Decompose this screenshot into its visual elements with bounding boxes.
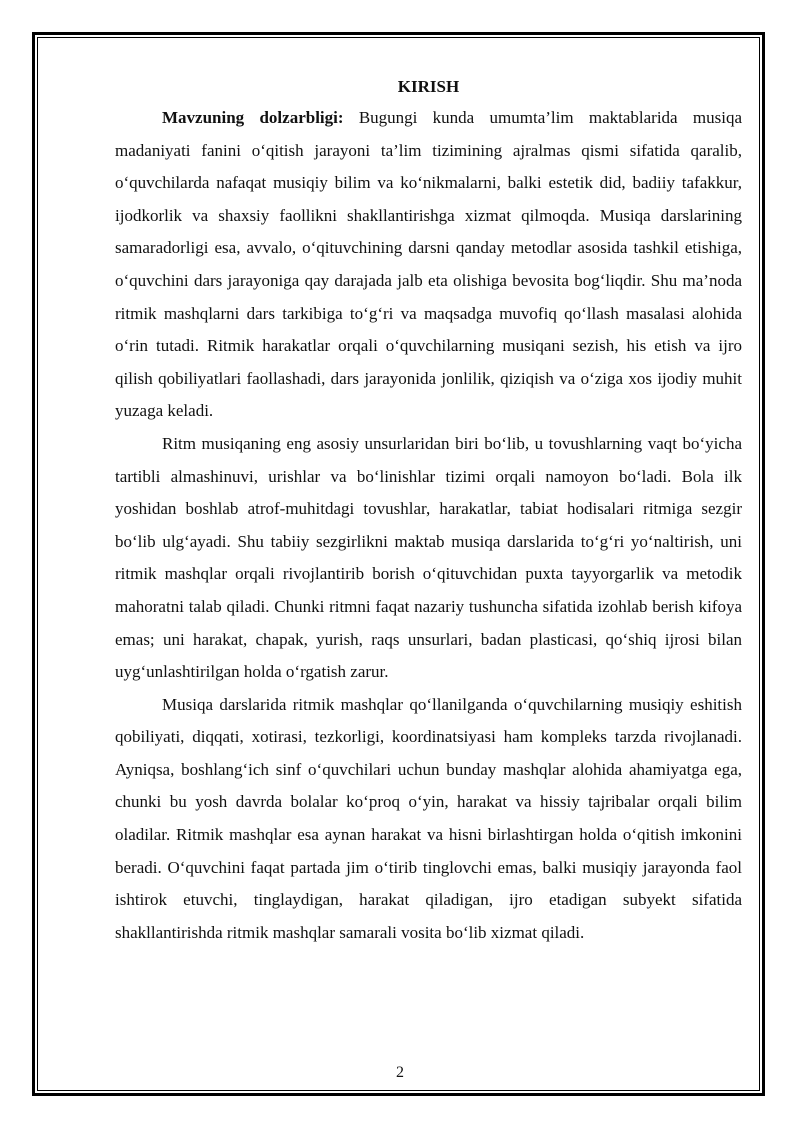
section-heading: KIRISH <box>397 77 460 96</box>
page-number: 2 <box>396 1064 404 1081</box>
page-content <box>115 74 742 949</box>
paragraph-text: Bugungi kunda umumta’lim maktablarida musiqa madaniyati fanini o‘qitish jarayoni ta’lim tizimining ajralmas qismi sifatida qaralib, o‘quvchilarda nafaqat musiqiy bilim va ko‘nikmalarni, balki estetik did, badiiy tafakkur, ijodkorlik va shaxsiy faollikni shakllantirishga xizmat qilmoqda. Musiqa darslarining samaradorligi esa, avvalo, o‘qituvchining darsni qanday metodlar asosida tashkil etishiga, o‘quvchini dars jarayoniga qay darajada jalb eta olishiga bevosita bog‘liqdir. Shu ma’noda ritmik mashqlarni dars tarkibiga to‘g‘ri va maqsadga muvofiq qo‘llash masalasi alohida o‘rin tutadi. Ritmik harakatlar orqali o‘quvchilarning musiqani sezish, his etish va ijro qilish qobiliyatlari faollashadi, dars jarayonida jonlilik, qiziqish va o‘ziga xos ijodiy muhit yuzaga keladi. <box>115 108 742 421</box>
paragraph-exercises <box>115 689 742 950</box>
paragraph-relevance <box>115 102 742 428</box>
paragraph-rhythm <box>115 428 742 689</box>
paragraph-text: Ritm musiqaning eng asosiy unsurlaridan biri bo‘lib, u tovushlarning vaqt bo‘yicha tartibli almashinuvi, urishlar va bo‘linishlar tizimi orqali namoyon bo‘ladi. Bola ilk yoshidan boshlab atrof-muhitdagi tovushlar, harakatlar, tabiat hodisalari ritmiga sezgir bo‘lib ulg‘ayadi. Shu tabiiy sezgirlikni maktab musiqa darslarida to‘g‘ri yo‘naltirish, uni ritmik mashqlar orqali rivojlantirib borish o‘qituvchidan puxta tayyorgarlik va metodik mahoratni talab qiladi. Chunki ritmni faqat nazariy tushuncha sifatida izohlab berish kifoya emas; uni harakat, chapak, yurish, raqs unsurlari, badan plasticasi, qo‘shiq ijrosi bilan uyg‘unlashtirilgan holda o‘rgatish zarur. <box>115 433 742 682</box>
paragraph-text: Musiqa darslarida ritmik mashqlar qo‘llanilganda o‘quvchilarning musiqiy eshitish qobiliyati, diqqati, xotirasi, tezkorligi, koordinatsiyasi ham kompleks tarzda rivojlanadi. Ayniqsa, boshlang‘ich sinf o‘quvchilari uchun bunday mashqlar alohida ahamiyatga ega, chunki bu yosh davrda bolalar ko‘proq o‘yin, harakat va hissiy tajribalar orqali bilim oladilar. Ritmik mashqlar esa aynan harakat va hisni birlashtirgan holda o‘qitish imkonini beradi. O‘quvchini faqat partada jim o‘tirib tinglovchi emas, balki musiqiy jarayonda faol ishtirok etuvchi, tinglaydigan, harakat qiladigan, ijro etadigan subyekt sifatida shakllantirishda ritmik mashqlar samarali vosita bo‘lib xizmat qiladi. <box>115 694 742 942</box>
paragraph-lead: Mavzuning dolzarbligi: <box>162 108 344 127</box>
